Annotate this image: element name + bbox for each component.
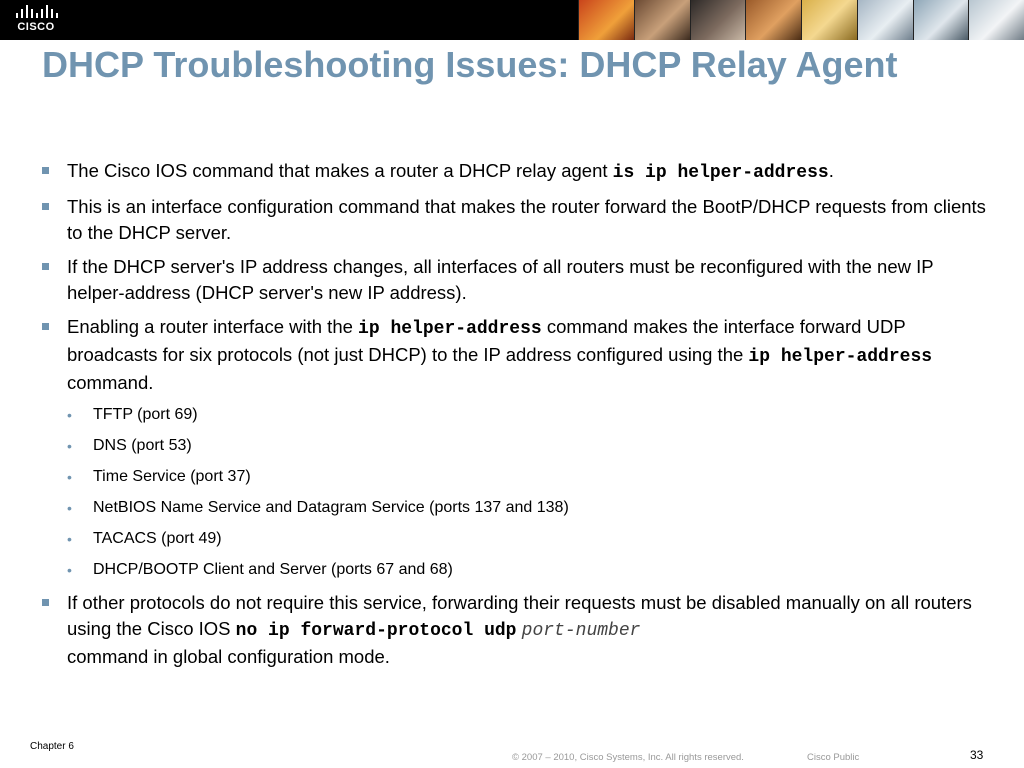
command-code: no ip forward-protocol udp — [235, 621, 517, 641]
header-photo — [857, 0, 913, 40]
header-photo — [968, 0, 1024, 40]
square-bullet-icon — [42, 263, 49, 270]
header-bar — [0, 0, 1024, 40]
command-argument: port-number — [521, 621, 641, 641]
protocol-item — [42, 559, 992, 581]
page-number: 33 — [970, 748, 984, 762]
dot-bullet-icon: • — [67, 500, 72, 516]
logo-text: CISCO — [17, 21, 55, 33]
square-bullet-icon — [42, 599, 49, 606]
protocol-item — [42, 404, 992, 426]
cisco-logo — [12, 3, 60, 37]
bullet-text: The Cisco IOS command that makes a router a DHCP relay agent — [67, 160, 613, 181]
protocol-text: TFTP (port 69) — [93, 406, 198, 423]
bullet-item — [42, 590, 992, 670]
protocol-text: TACACS (port 49) — [93, 530, 222, 547]
dot-bullet-icon: • — [67, 562, 72, 578]
bullet-text: command in global configuration mode. — [67, 646, 390, 667]
protocol-text: DHCP/BOOTP Client and Server (ports 67 and 68) — [93, 561, 453, 578]
bullet-item — [42, 158, 992, 186]
bullet-text: command makes the interface forward UDP broadcasts for six protocols (not just DHCP) to the IP address configured using the — [67, 316, 906, 365]
protocol-text: DNS (port 53) — [93, 437, 192, 454]
dot-bullet-icon: • — [67, 438, 72, 454]
footer-classification: Cisco Public — [807, 752, 860, 763]
bullet-text: . — [828, 160, 834, 181]
header-photo — [801, 0, 857, 40]
header-photo — [578, 0, 634, 40]
footer-copyright: © 2007 – 2010, Cisco Systems, Inc. All rights reserved. — [512, 752, 744, 763]
header-photo — [634, 0, 690, 40]
cisco-bridge-icon — [12, 3, 60, 21]
command-code: ip helper-address — [358, 319, 542, 339]
command-code: ip helper-address — [748, 347, 933, 367]
bullet-item — [42, 254, 992, 306]
slide-title: DHCP Troubleshooting Issues: DHCP Relay Agent — [42, 44, 898, 85]
header-photo — [745, 0, 801, 40]
header-photo — [690, 0, 746, 40]
bullet-item — [42, 314, 992, 396]
header-photo-strip — [578, 0, 1024, 40]
protocol-text: Time Service (port 37) — [93, 468, 251, 485]
footer-chapter: Chapter 6 — [30, 741, 74, 752]
dot-bullet-icon: • — [67, 469, 72, 485]
square-bullet-icon — [42, 323, 49, 330]
bullet-text: command. — [67, 372, 154, 393]
square-bullet-icon — [42, 203, 49, 210]
dot-bullet-icon: • — [67, 531, 72, 547]
slide-content — [42, 158, 992, 678]
square-bullet-icon — [42, 167, 49, 174]
protocol-item — [42, 466, 992, 488]
bullet-item — [42, 194, 992, 246]
protocol-item — [42, 528, 992, 550]
command-code: is ip helper-address — [612, 163, 829, 183]
header-photo — [913, 0, 969, 40]
bullet-text: If other protocols do not require this service, forwarding their requests must be disabled manually on all routers using the Cisco IOS — [67, 592, 972, 639]
bullet-text: Enabling a router interface with the — [67, 316, 359, 337]
protocol-item — [42, 435, 992, 457]
bullet-text: If the DHCP server's IP address changes, all interfaces of all routers must be reconfigured with the new IP helper-address (DHCP server's new IP address). — [67, 256, 934, 303]
bullet-text: This is an interface configuration command that makes the router forward the BootP/DHCP requests from clients to the DHCP server. — [67, 196, 986, 243]
dot-bullet-icon: • — [67, 407, 72, 423]
protocol-item — [42, 497, 992, 519]
protocol-text: NetBIOS Name Service and Datagram Service (ports 137 and 138) — [93, 499, 569, 516]
